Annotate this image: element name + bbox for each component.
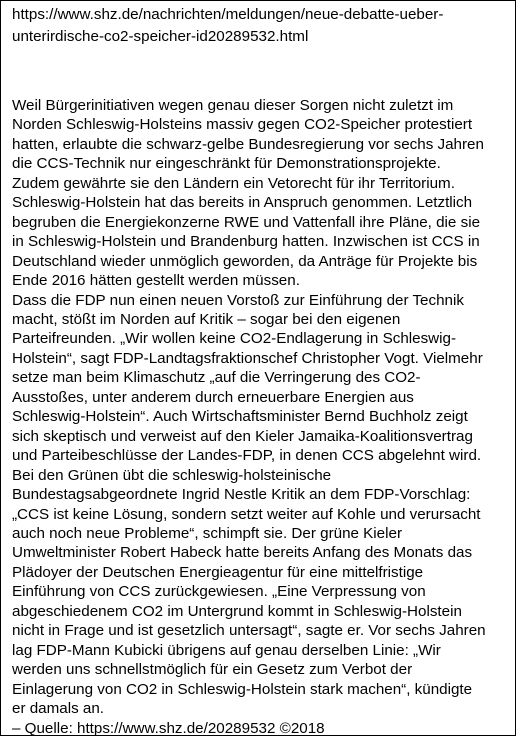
text-line: Bundestagsabgeordnete Ingrid Nestle Kritik an dem FDP-Vorschlag:	[12, 486, 471, 504]
text-line: „CCS ist keine Lösung, sondern setzt weiter auf Kohle und verursacht	[12, 505, 481, 523]
text-line: Umweltminister Robert Habeck hatte bereits Anfang des Monats das	[12, 544, 473, 562]
source-line: – Quelle: https://www.shz.de/20289532 ©2018	[12, 719, 325, 737]
text-line: er damals an.	[12, 700, 105, 718]
text-line: werden uns schnellstmöglich für ein Gesetz zum Verbot der	[12, 661, 413, 679]
text-line: sich skeptisch und verweist auf den Kieler Jamaika-Koalitionsvertrag	[12, 427, 473, 445]
text-line: Schleswig-Holstein hat das bereits in Anspruch genommen. Letztlich	[12, 194, 473, 212]
text-line: nicht in Frage und ist gesetzlich untersagt“, sagte er. Vor sechs Jahren	[12, 622, 486, 640]
url-line-2: unterirdische-co2-speicher-id20289532.html	[12, 28, 309, 45]
text-line: Holstein“, sagt FDP-Landtagsfraktionschef Christopher Vogt. Vielmehr	[12, 349, 483, 367]
text-line: Norden Schleswig-Holsteins massiv gegen CO2-Speicher protestiert	[12, 116, 473, 134]
text-line: Ende 2016 hätten gestellt werden müssen.	[12, 272, 300, 290]
text-line: hatten, erlaubte die schwarz-gelbe Bundesregierung vor sechs Jahren	[12, 135, 484, 153]
source-url	[12, 4, 508, 48]
text-line: Plädoyer der Deutschen Energieagentur für eine mittelfristige	[12, 563, 424, 581]
article-text	[12, 96, 508, 738]
text-line: abgeschiedenem CO2 im Untergrund kommt in Schleswig-Holstein	[12, 602, 462, 620]
text-line: begruben die Energiekonzerne RWE und Vattenfall ihre Pläne, die sie	[12, 213, 481, 231]
text-line: setze man beim Klimaschutz „auf die Verringerung des CO2-	[12, 369, 421, 387]
text-line: Einführung von CCS zurückgewiesen. „Eine Verpressung von	[12, 583, 426, 601]
text-line: macht, stößt im Norden auf Kritik – sogar bei den eigenen	[12, 310, 401, 328]
text-line: Weil Bürgerinitiativen wegen genau dieser Sorgen nicht zuletzt im	[12, 97, 454, 114]
text-line: Ausstoßes, unter anderem durch erneuerbare Energien aus	[12, 388, 414, 406]
text-line: Schleswig-Holstein“. Auch Wirtschaftsminister Bernd Buchholz zeigt	[12, 408, 468, 426]
text-line: Deutschland wieder unmöglich geworden, da Anträge für Projekte bis	[12, 252, 478, 270]
text-line: Parteifreunden. „Wir wollen keine CO2-Endlagerung in Schleswig-	[12, 330, 457, 348]
text-line: die CCS-Technik nur eingeschränkt für Demonstrationsprojekte.	[12, 155, 441, 173]
url-line-1: https://www.shz.de/nachrichten/meldungen/neue-debatte-ueber-	[12, 6, 444, 23]
text-line: in Schleswig-Holstein und Brandenburg hatten. Inzwischen ist CCS in	[12, 233, 480, 251]
text-line: und Parteibeschlüsse der Landes-FDP, in denen CCS abgelehnt wird.	[12, 447, 482, 465]
text-line: Zudem gewährte sie den Ländern ein Vetorecht für ihr Territorium.	[12, 174, 455, 192]
text-line: Bei den Grünen übt die schleswig-holsteinische	[12, 466, 332, 484]
text-line: auch noch neue Probleme“, schimpft sie. Der grüne Kieler	[12, 524, 403, 542]
text-line: Einlagerung von CO2 in Schleswig-Holstein stark machen“, kündigte	[12, 680, 473, 698]
text-line: Dass die FDP nun einen neuen Vorstoß zur Einführung der Technik	[12, 291, 464, 309]
text-line: lag FDP-Mann Kubicki übrigens auf genau derselben Linie: „Wir	[12, 641, 441, 659]
